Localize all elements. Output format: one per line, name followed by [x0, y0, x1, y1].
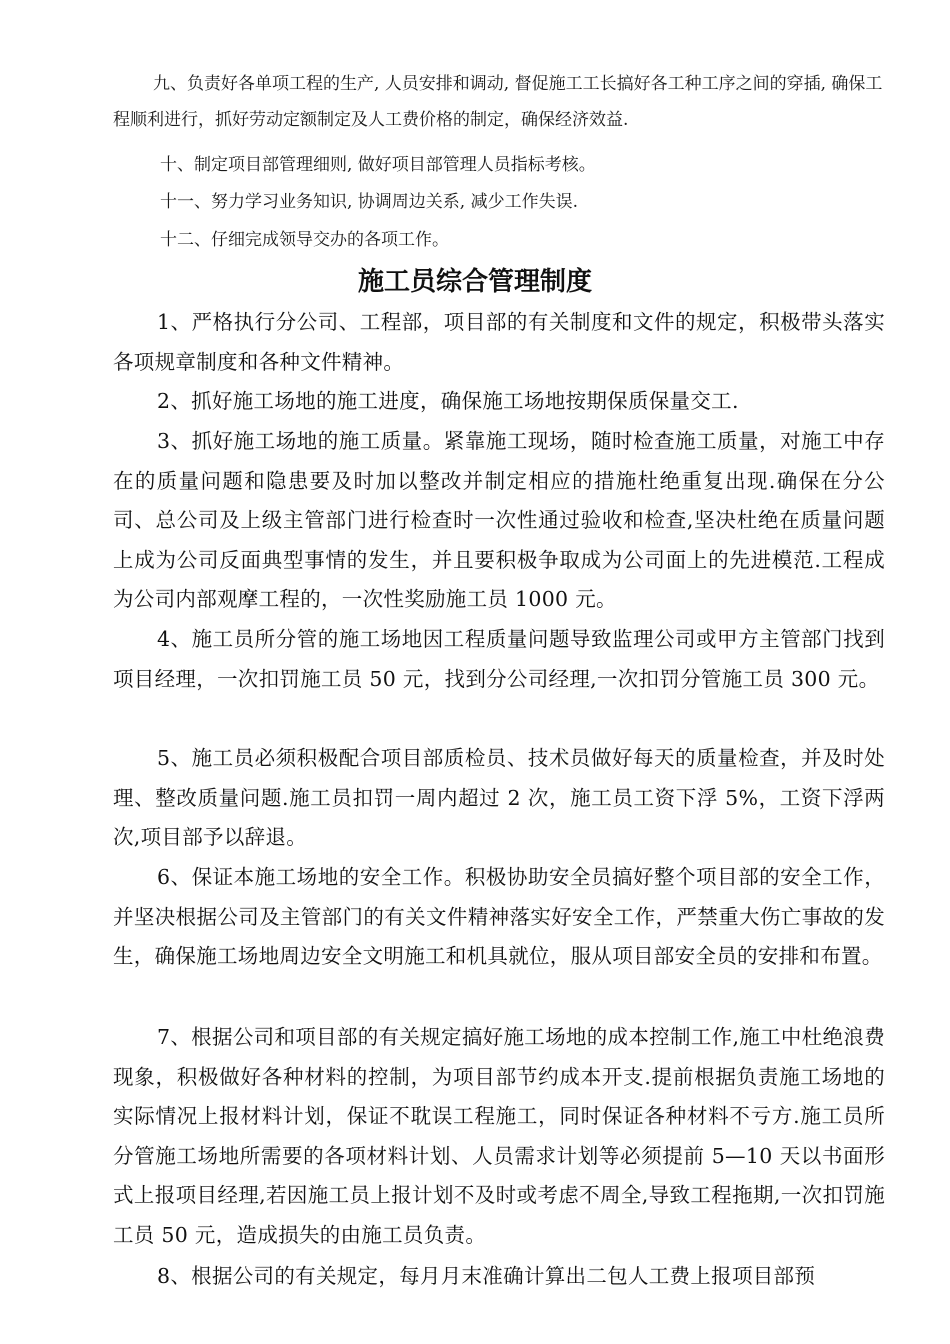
paragraph-6: 6、保证本施工场地的安全工作。积极协助安全员搞好整个项目部的安全工作，并坚决根据公司及主管部门的有关文件精神落实好安全工作，严禁重大伤亡事故的发生，确保施工场地周边安全文明施工和机具就位，服从项目部安全员的安排和布置。 — [113, 865, 885, 968]
paragraph-8: 8、根据公司的有关规定，每月月末准确计算出二包人工费上报项目部预 — [157, 1264, 816, 1288]
paragraph-3: 3、抓好施工场地的施工质量。紧靠施工现场，随时检查施工质量，对施工中存在的质量问题和隐患要及时加以整改并制定相应的措施杜绝重复出现.确保在分公司、总公司及上级主管部门进行检查时一次性通过验收和检查,坚决杜绝在质量问题上成为公司反面典型事情的发生，并且要积极争取成为公司面上的先进模范.工程成为公司内部观摩工程的，一次性奖励施工员 1000 元。 — [113, 429, 885, 611]
paragraph-2: 2、抓好施工场地的施工进度，确保施工场地按期保质保量交工. — [157, 389, 739, 413]
intro-item-12: 十二、仔细完成领导交办的各项工作。 — [160, 230, 449, 250]
intro-item-10: 十、制定项目部管理细则, 做好项目部管理人员指标考核。 — [160, 155, 596, 175]
intro-item-9: 九、负责好各单项工程的生产, 人员安排和调动, 督促施工工长搞好各工种工序之间的穿插, 确保工程顺利进行，抓好劳动定额制定及人工费价格的制定，确保经济效益. — [113, 74, 883, 130]
intro-item-11: 十一、努力学习业务知识, 协调周边关系, 减少工作失误. — [160, 192, 579, 212]
paragraph-1: 1、严格执行分公司、工程部，项目部的有关制度和文件的规定，积极带头落实各项规章制度和各种文件精神。 — [113, 310, 885, 374]
paragraph-7: 7、根据公司和项目部的有关规定搞好施工场地的成本控制工作,施工中杜绝浪费现象，积极做好各种材料的控制，为项目部节约成本开支.提前根据负责施工场地的实际情况上报材料计划，保证不耽误工程施工，同时保证各种材料不亏方.施工员所分管施工场地所需要的各项材料计划、人员需求计划等必须提前 5—10 天以书面形式上报项目经理,若因施工员上报计划不及时或考虑不周全,导致工程拖期,一次扣罚施工员 50 元，造成损失的由施工员负责。 — [113, 1025, 885, 1247]
section-title: 施工员综合管理制度 — [357, 267, 592, 297]
paragraph-4: 4、施工员所分管的施工场地因工程质量问题导致监理公司或甲方主管部门找到项目经理，一次扣罚施工员 50 元，找到分公司经理,一次扣罚分管施工员 300 元。 — [113, 627, 885, 691]
paragraph-5: 5、施工员必须积极配合项目部质检员、技术员做好每天的质量检查，并及时处理、整改质量问题.施工员扣罚一周内超过 2 次，施工员工资下浮 5%，工资下浮两次,项目部予以辞退。 — [113, 746, 885, 849]
